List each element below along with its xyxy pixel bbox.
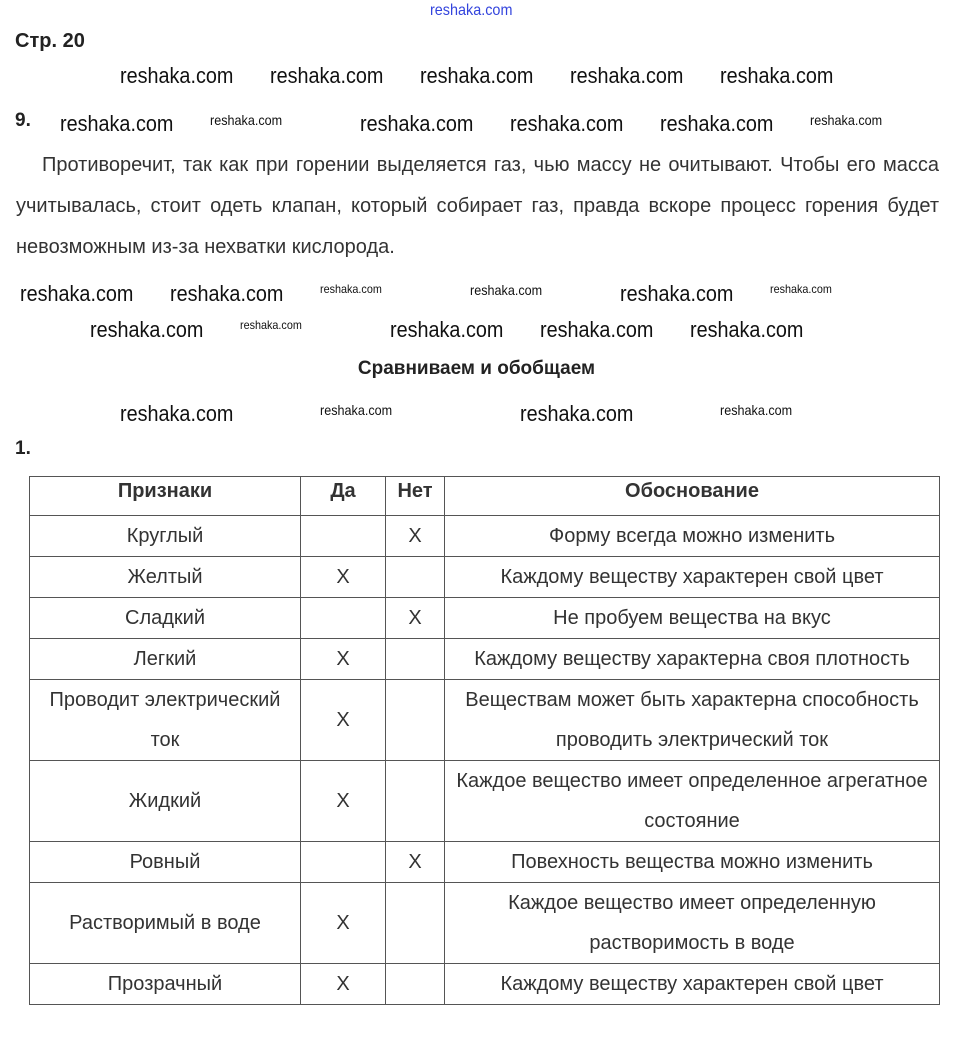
watermark: reshaka.com	[20, 281, 134, 306]
watermark: reshaka.com	[210, 112, 283, 128]
yes-cell: X	[301, 639, 386, 680]
no-cell	[386, 557, 445, 598]
no-cell	[386, 883, 445, 964]
watermark: reshaka.com	[420, 63, 534, 88]
watermark: reshaka.com	[520, 401, 634, 426]
table-row	[30, 639, 940, 680]
reason-cell: Каждому веществу характерен свой цвет	[445, 557, 940, 598]
watermark: reshaka.com	[510, 111, 624, 136]
watermark: reshaka.com	[570, 63, 684, 88]
watermark: reshaka.com	[770, 282, 832, 296]
no-cell	[386, 761, 445, 842]
header-no: Нет	[386, 477, 445, 516]
sign-cell: Желтый	[30, 557, 301, 598]
watermark: reshaka.com	[90, 317, 204, 342]
page-title: Стр. 20	[15, 30, 85, 52]
watermark: reshaka.com	[120, 401, 234, 426]
watermark: reshaka.com	[170, 281, 284, 306]
reason-cell: Веществам может быть характерна способность проводить электрический ток	[445, 680, 940, 761]
question-number-9: 9.	[15, 110, 31, 131]
watermark: reshaka.com	[690, 317, 804, 342]
watermark: reshaka.com	[470, 282, 543, 298]
sign-cell: Круглый	[30, 516, 301, 557]
table-row	[30, 598, 940, 639]
watermark: reshaka.com	[430, 2, 513, 19]
yes-cell: X	[301, 883, 386, 964]
no-cell: X	[386, 516, 445, 557]
sign-cell: Легкий	[30, 639, 301, 680]
sign-cell: Проводит электрический ток	[30, 680, 301, 761]
reason-cell: Каждому веществу характерен свой цвет	[445, 964, 940, 1005]
yes-cell	[301, 516, 386, 557]
reason-cell: Форму всегда можно изменить	[445, 516, 940, 557]
reason-cell: Не пробуем вещества на вкус	[445, 598, 940, 639]
watermark: reshaka.com	[320, 402, 393, 418]
yes-cell	[301, 598, 386, 639]
yes-cell	[301, 842, 386, 883]
reason-cell: Повехность вещества можно изменить	[445, 842, 940, 883]
answer-paragraph: Противоречит, так как при горении выделяется газ, чью массу не очитывают. Чтобы его масса учитывалась, стоит одеть клапан, который собирает газ, правда вскоре процесс горения будет невозможным из-за нехватки кислорода.	[16, 154, 939, 258]
sign-cell: Прозрачный	[30, 964, 301, 1005]
watermark: reshaka.com	[390, 317, 504, 342]
yes-cell: X	[301, 761, 386, 842]
table-row	[30, 557, 940, 598]
watermark: reshaka.com	[620, 281, 734, 306]
table-row	[30, 680, 940, 761]
header-reason: Обоснование	[445, 477, 940, 516]
yes-cell: X	[301, 964, 386, 1005]
table-row	[30, 842, 940, 883]
watermark: reshaka.com	[240, 318, 302, 332]
sign-cell: Растворимый в воде	[30, 883, 301, 964]
watermark: reshaka.com	[320, 282, 382, 296]
watermark: reshaka.com	[60, 111, 174, 136]
yes-cell: X	[301, 680, 386, 761]
section-title: Сравниваем и обобщаем	[357, 358, 596, 379]
header-yes: Да	[301, 477, 386, 516]
watermark: reshaka.com	[360, 111, 474, 136]
sign-cell: Жидкий	[30, 761, 301, 842]
comparison-table	[29, 476, 940, 1005]
no-cell	[386, 680, 445, 761]
sign-cell: Ровный	[30, 842, 301, 883]
table-row	[30, 516, 940, 557]
table-row	[30, 883, 940, 964]
watermark: reshaka.com	[720, 63, 834, 88]
header-signs: Признаки	[30, 477, 301, 516]
watermark: reshaka.com	[540, 317, 654, 342]
watermark: reshaka.com	[720, 402, 793, 418]
watermark: reshaka.com	[660, 111, 774, 136]
watermark: reshaka.com	[270, 63, 384, 88]
reason-cell: Каждое вещество имеет определенную растворимость в воде	[445, 883, 940, 964]
reason-cell: Каждое вещество имеет определенное агрегатное состояние	[445, 761, 940, 842]
watermark: reshaka.com	[120, 63, 234, 88]
sign-cell: Сладкий	[30, 598, 301, 639]
table-row	[30, 761, 940, 842]
table-row	[30, 964, 940, 1005]
yes-cell: X	[301, 557, 386, 598]
watermark: reshaka.com	[810, 112, 883, 128]
no-cell	[386, 964, 445, 1005]
no-cell	[386, 639, 445, 680]
table-header-row	[30, 477, 940, 516]
reason-cell: Каждому веществу характерна своя плотность	[445, 639, 940, 680]
no-cell: X	[386, 842, 445, 883]
no-cell: X	[386, 598, 445, 639]
question-number-1: 1.	[15, 438, 31, 459]
